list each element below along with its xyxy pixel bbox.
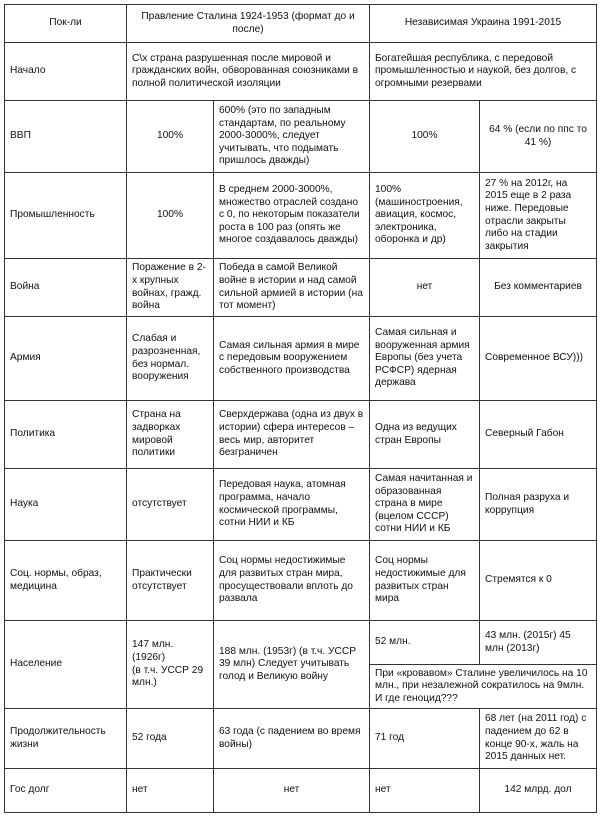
ukraine-social-before: Соц нормы недостижимые для развитых стран мира — [370, 541, 480, 621]
population-note: При «кровавом» Сталине увеличилось на 10 млн., при незалежной сократилось на 9млн. И где геноцид??? — [370, 665, 597, 709]
ukraine-army-before: Самая сильная и вооруженная армия Европы (без учета РСФСР) ядерная держава — [370, 317, 480, 401]
stalin-population-after: 188 млн. (1953г) (в т.ч. УССР 39 млн) Следует учитывать голод и Великую войну — [214, 621, 370, 709]
population-ussr-1926: (в т.ч. УССР 29 млн.) — [132, 664, 204, 689]
row-gdp — [5, 101, 597, 173]
stalin-social-before: Практически отсутствует — [127, 541, 214, 621]
ukraine-gdp-after: 64 % (если по ппс то 41 %) — [480, 101, 597, 173]
row-industry — [5, 173, 597, 259]
stalin-war-after: Победа в самой Великой войне в истории и над самой сильной армией в истории (на тот момент) — [214, 259, 370, 317]
stalin-debt-before: нет — [127, 769, 214, 813]
row-science — [5, 469, 597, 541]
ukraine-politics-after: Северный Габон — [480, 401, 597, 469]
ukraine-life-before: 71 год — [370, 709, 480, 769]
row-label: Армия — [5, 317, 127, 401]
row-war — [5, 259, 597, 317]
stalin-army-before: Слабая и разрозненная, без нормал. вооружения — [127, 317, 214, 401]
row-social — [5, 541, 597, 621]
ukraine-war-before: нет — [370, 259, 480, 317]
header-row — [5, 5, 597, 43]
stalin-gdp-after: 600% (это по западным стандартам, по реальному 2000-3000%, следует учитывать, что подымать пришлось дважды) — [214, 101, 370, 173]
row-label: Война — [5, 259, 127, 317]
row-population — [5, 621, 597, 665]
row-start — [5, 43, 597, 101]
stalin-social-after: Соц нормы недостижимые для развитых стран мира, просуществовали вплоть до развала — [214, 541, 370, 621]
ukraine-army-after: Современное ВСУ))) — [480, 317, 597, 401]
row-label: Промышленность — [5, 173, 127, 259]
ukraine-industry-after: 27 % на 2012г, на 2015 еще в 2 раза ниже. Передовые отрасли закрыты либо на стадии закрытия — [480, 173, 597, 259]
stalin-start: С\х страна разрушенная после мировой и гражданских войн, обворованная союзниками в полной политической изоляции — [127, 43, 370, 101]
stalin-war-before: Поражение в 2-х крупных войнах, гражд. война — [127, 259, 214, 317]
ukraine-debt-after: 142 млрд. дол — [480, 769, 597, 813]
row-label: Население — [5, 621, 127, 709]
stalin-science-after: Передовая наука, атомная программа, начало космической программы, сотни НИИ и КБ — [214, 469, 370, 541]
ukraine-population-before: 52 млн. — [370, 621, 480, 665]
row-label: Продолжительность жизни — [5, 709, 127, 769]
stalin-gdp-before: 100% — [127, 101, 214, 173]
ukraine-war-after: Без комментариев — [480, 259, 597, 317]
stalin-politics-after: Сверхдержава (одна из двух в истории) сфера интересов – весь мир, авторитет безграничен — [214, 401, 370, 469]
row-label: Соц. нормы, образ, медицина — [5, 541, 127, 621]
ukraine-science-before: Самая начитанная и образованная страна в мире (вцелом СССР) сотни НИИ и КБ — [370, 469, 480, 541]
ukraine-debt-before: нет — [370, 769, 480, 813]
stalin-science-before: отсутствует — [127, 469, 214, 541]
stalin-life-after: 63 года (с падением во время войны) — [214, 709, 370, 769]
ukraine-politics-before: Одна из ведущих стран Европы — [370, 401, 480, 469]
header-ukraine: Независимая Украина 1991-2015 — [370, 5, 597, 43]
stalin-industry-after: В среднем 2000-3000%, множество отраслей создано с 0, по некоторым показатели роста в 100 раз (опять же многое создавалось дважды) — [214, 173, 370, 259]
ukraine-life-after: 68 лет (на 2011 год) с падением до 62 в конце 90-х, жаль на 2015 данных нет. — [480, 709, 597, 769]
row-politics — [5, 401, 597, 469]
ukraine-gdp-before: 100% — [370, 101, 480, 173]
stalin-industry-before: 100% — [127, 173, 214, 259]
row-label: Политика — [5, 401, 127, 469]
header-indicator: Пок-ли — [5, 5, 127, 43]
stalin-population-before — [127, 621, 214, 709]
stalin-army-after: Самая сильная армия в мире с передовым вооружением собственного производства — [214, 317, 370, 401]
stalin-life-before: 52 года — [127, 709, 214, 769]
row-life — [5, 709, 597, 769]
row-army — [5, 317, 597, 401]
ukraine-start: Богатейшая республика, с передовой промышленностью и наукой, без долгов, с огромными резервами — [370, 43, 597, 101]
row-label: Начало — [5, 43, 127, 101]
comparison-table — [4, 4, 597, 813]
population-1926: 147 млн. (1926г) — [132, 639, 174, 663]
header-stalin: Правление Сталина 1924-1953 (формат до и после) — [127, 5, 370, 43]
ukraine-industry-before: 100% (машиностроения, авиация, космос, электроника, оборонка и др) — [370, 173, 480, 259]
row-debt — [5, 769, 597, 813]
row-label: Наука — [5, 469, 127, 541]
ukraine-social-after: Стремятся к 0 — [480, 541, 597, 621]
stalin-politics-before: Страна на задворках мировой политики — [127, 401, 214, 469]
ukraine-science-after: Полная разруха и коррупция — [480, 469, 597, 541]
ukraine-population-after: 43 млн. (2015г) 45 млн (2013г) — [480, 621, 597, 665]
row-label: Гос долг — [5, 769, 127, 813]
stalin-debt-after: нет — [214, 769, 370, 813]
row-label: ВВП — [5, 101, 127, 173]
